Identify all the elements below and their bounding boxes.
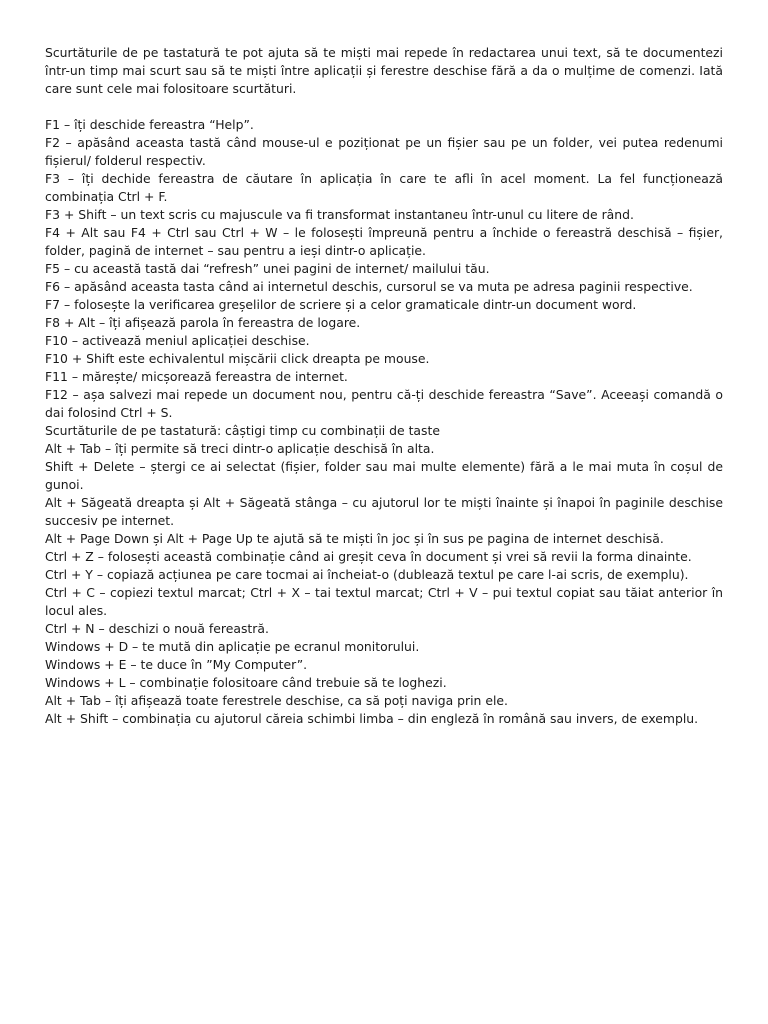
shortcut-line: Ctrl + Z – folosești această combinație când ai greșit ceva în document și vrei să revii la forma dinainte. — [45, 549, 692, 564]
shortcut-line: Alt + Săgeată dreapta și Alt + Săgeată stânga – cu ajutorul lor te miști înainte și înapoi în paginile deschise succesiv pe internet. — [45, 495, 723, 528]
shortcut-line: Ctrl + Y – copiază acțiunea pe care tocmai ai încheiat-o (dublează textul pe care l-ai scris, de exemplu). — [45, 567, 689, 582]
shortcut-line: Windows + L – combinație folositoare când trebuie să te loghezi. — [45, 675, 447, 690]
shortcut-line: Alt + Tab – îți afișează toate ferestrele deschise, ca să poți naviga prin ele. — [45, 693, 508, 708]
shortcut-line: Ctrl + C – copiezi textul marcat; Ctrl + X – tai textul marcat; Ctrl + V – pui textul copiat sau tăiat anterior în locul ales. — [45, 585, 723, 618]
shortcut-line: F8 + Alt – îți afișează parola în fereastra de logare. — [45, 315, 361, 330]
section-heading: Scurtăturile de pe tastatură: câștigi timp cu combinații de taste — [45, 423, 440, 438]
shortcut-line: F1 – îți deschide fereastra “Help”. — [45, 117, 254, 132]
shortcut-line: Windows + D – te mută din aplicație pe ecranul monitorului. — [45, 639, 420, 654]
shortcut-line: F11 – mărește/ micșorează fereastra de internet. — [45, 369, 348, 384]
shortcut-line: Shift + Delete – ștergi ce ai selectat (fișier, folder sau mai multe elemente) fără a le mai muta în coșul de gunoi. — [45, 459, 723, 492]
shortcut-line: Alt + Tab – îți permite să treci dintr-o aplicație deschisă în alta. — [45, 441, 435, 456]
shortcut-line: F4 + Alt sau F4 + Ctrl sau Ctrl + W – le folosești împreună pentru a închide o fereastră deschisă – fișier, folder, pagină de internet – sau pentru a ieși dintr-o aplicație. — [45, 225, 723, 258]
intro-paragraph: Scurtăturile de pe tastatură te pot ajuta să te miști mai repede în redactarea unui text, să te documentezi într-un timp mai scurt sau să te miști între aplicații și ferestre deschise fără a da o mulțime de comenzi. Iată care sunt cele mai folositoare scurtături. — [45, 45, 723, 96]
shortcut-line: F12 – așa salvezi mai repede un document nou, pentru că-ți deschide fereastra “Save”. Aceeași comandă o dai folosind Ctrl + S. — [45, 387, 723, 420]
document-page — [45, 44, 723, 728]
shortcut-line: F7 – folosește la verificarea greșelilor de scriere și a celor gramaticale dintr-un document word. — [45, 297, 637, 312]
shortcut-line: F6 – apăsând aceasta tasta când ai internetul deschis, cursorul se va muta pe adresa paginii respective. — [45, 279, 693, 294]
shortcut-line: F2 – apăsând aceasta tastă când mouse-ul e poziționat pe un fișier sau pe un folder, vei putea redenumi fișierul/ folderul respectiv. — [45, 135, 723, 168]
shortcut-line: Ctrl + N – deschizi o nouă fereastră. — [45, 621, 269, 636]
shortcut-line: Windows + E – te duce în ”My Computer”. — [45, 657, 308, 672]
shortcut-line: F3 + Shift – un text scris cu majuscule va fi transformat instantaneu într-unul cu litere de rând. — [45, 207, 634, 222]
shortcut-line: F3 – îți dechide fereastra de căutare în aplicația în care te afli în acel moment. La fel funcționează combinația Ctrl + F. — [45, 171, 723, 204]
shortcut-line: F10 + Shift este echivalentul mișcării click dreapta pe mouse. — [45, 351, 430, 366]
shortcut-list — [45, 116, 723, 728]
shortcut-line: Alt + Shift – combinația cu ajutorul căreia schimbi limba – din engleză în română sau invers, de exemplu. — [45, 711, 699, 726]
shortcut-line: Alt + Page Down și Alt + Page Up te ajută să te miști în joc și în sus pe pagina de internet deschisă. — [45, 531, 664, 546]
shortcut-line: F10 – activează meniul aplicației deschise. — [45, 333, 310, 348]
shortcut-line: F5 – cu această tastă dai “refresh” unei pagini de internet/ mailului tău. — [45, 261, 490, 276]
